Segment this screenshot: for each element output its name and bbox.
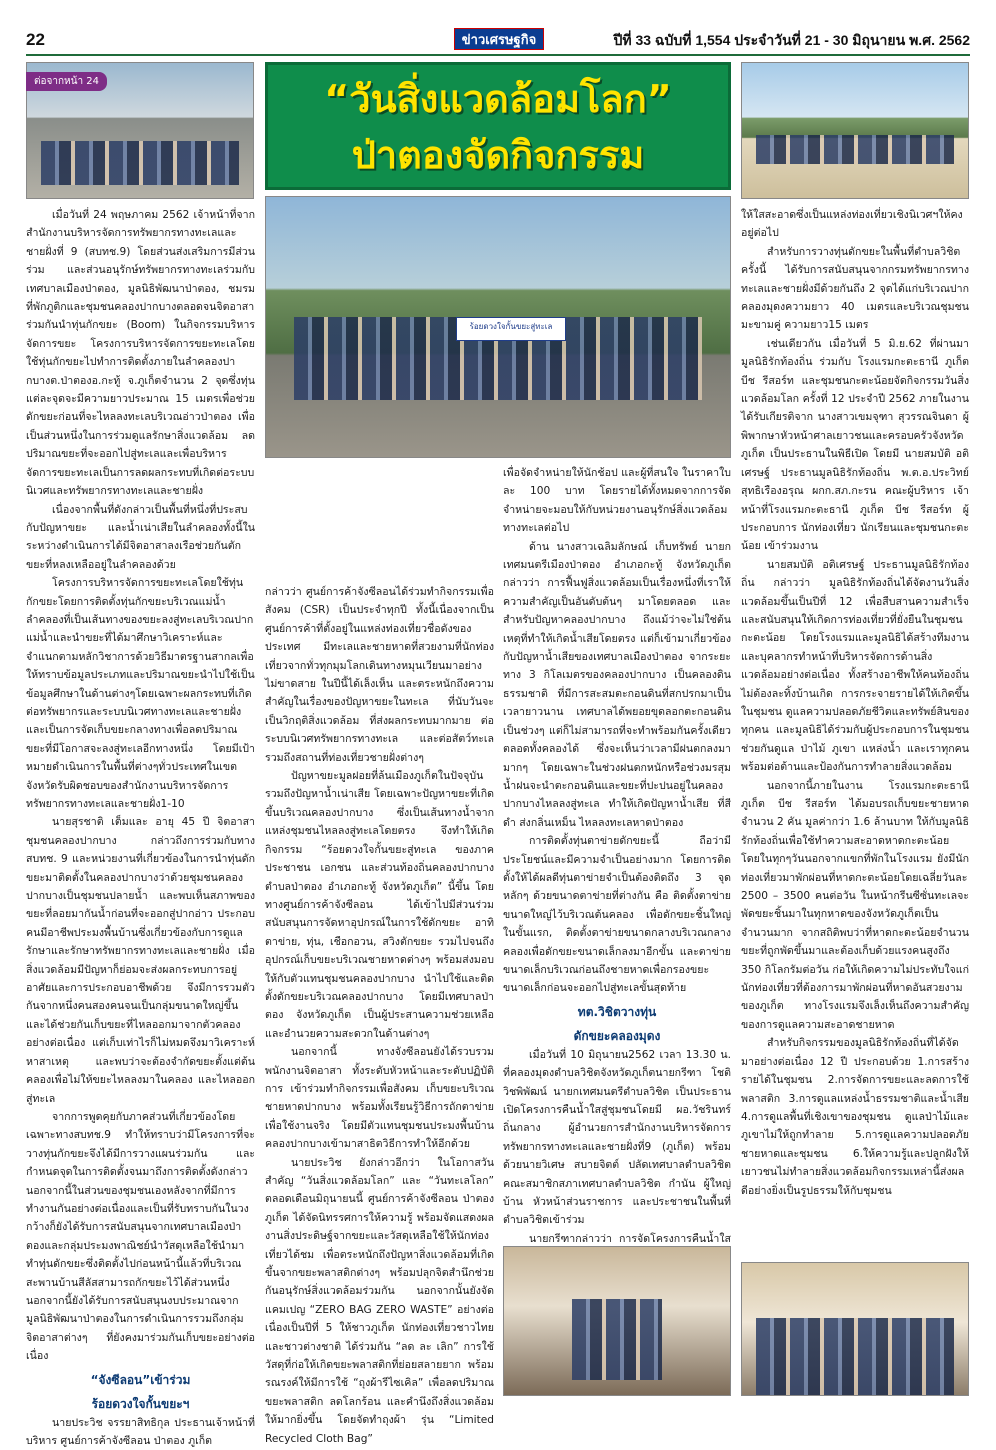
- headline-line-1: “วันสิ่งแวดล้อมโลก”: [324, 77, 672, 121]
- paragraph: เนื่องจากพื้นที่ดังกล่าวเป็นพื้นที่หนึ่งที่ประสบกับปัญหาขยะ และน้ำเน่าเสียในลำคลองทั้งนี้ในระหว่างดำเนินการได้มีจิตอาสาลงเรือช่วยกันตักขยะที่หลงเหลืออยู่ในลำคลองด้วย: [26, 503, 255, 571]
- paragraph: โครงการบริหารจัดการขยะทะเลโดยใช้ทุ่นกักขยะโดยการติดตั้งทุ่นกักขยะบริเวณแม่น้ำลำคลองที่เป็นเส้นทางของขยะลงสู่ทะเลบริเวณปากแม่น้ำและนำขยะที่ได้มาศึกษาวิเคราะห์และจำแนกตามหลักวิชาการด้วยวิธีมาตรฐานสากลเพื่อให้ทราบข้อมูลประเภทและปริมาณขยะนำไปใช้เป็นข้อมูลศึกษาในด้านต่างๆโดยเฉพาะผลกระทบที่เกิดต่อทรัพยากรและระบบนิเวศทางทะเลและชายฝั่งและเป็นการจัดเก็บขยะกลางทางเพื่อลดปริมาณขยะที่มีโอกาสจะลงสู่ทะเลอีกทางหนึ่ง โดยมีเป้าหมายดำเนินการในพื้นที่ต่างๆทั่วประเทศในเขตจังหวัดรับผิดชอบของสำนักงานบริหารจัดการทรัพยากรทางทะเลและชายฝั่ง1-10: [26, 577, 255, 810]
- paragraph: นายสมบัติ อติเศรษฐ์ ประธานมูลนิธิรักท้องถิ่น กล่าวว่า มูลนิธิรักท้องถิ่นได้จัดงานวันสิ่งแวดล้อมขึ้นเป็นปีที่ 12 เพื่อสืบสานความสำเร็จและสนับสนุนให้เกิดการท่องเที่ยวที่ยั่งยืนในชุมชนกะตะน้อย โดยโรงแรมและมูลนิธิได้สร้างทีมงานและบุคลากรทำหน้าที่บริหารจัดการด้านสิ่งแวดล้อมอย่างต่อเนื่อง ทั้งสร้างอาชีพให้คนท้องถิ่นไม่ต้องละทิ้งบ้านเกิด การกระจายรายได้ให้เกิดขึ้นในชุมชน ดูแลความปลอดภัยชีวิตและทรัพย์สินของทุกคน และมูลนิธิได้ร่วมกับผู้ประกอบการในชุมชนช่วยกันดูแล ป่าไม้ ภูเขา แหล่งน้ำ และเราทุกคนพร้อมต่อต้านและป้องกันการทำลายสิ่งแวดล้อม: [741, 558, 969, 774]
- text-column-2: [265, 583, 494, 1445]
- paragraph: นายกรีฑากล่าวว่า การจัดโครงการคืนน้ำใส: [529, 1232, 731, 1245]
- top-right-photo: [741, 62, 969, 199]
- text-column-4: [741, 206, 969, 1291]
- subheading: ร้อยดวงใจกั้นขยะฯ: [91, 1396, 190, 1411]
- paragraph: การติดตั้งทุ่นตาข่ายดักขยะนี้ ถือว่ามีประโยชน์และมีความจำเป็นอย่างมาก โดยการติดตั้งให้ได้ผลดีทุ่นตาข่ายจำเป็นต้องติดถึง 3 จุดหลักๆ ด้วยขนาดตาข่ายที่ต่างกัน คือ ติดตั้งตาข่ายขนาดใหญ่ไว้บริเวณต้นคลอง เพื่อดักขยะชิ้นใหญ่ในขั้นแรก, ติดตั้งตาข่ายขนาดกลางบริเวณกลางคลองเพื่อดักขยะขนาดเล็กลงมาอีกขั้น และตาข่ายขนาดเล็กบริเวณก่อนถึงชายหาดเพื่อกรองขยะขนาดเล็กก่อนจะออกไปสู่ทะเลขั้นสุดท้าย: [503, 835, 731, 995]
- page-header: [26, 30, 970, 56]
- paragraph: นอกจากนี้ภายในงาน โรงแรมกะตะธานี ภูเก็ต บีช รีสอร์ท ได้มอบรถเก็บขยะชายหาดจำนวน 2 คัน มูลค่ากว่า 1.6 ล้านบาท ให้กับมูลนิธิรักท้องถิ่นเพื่อใช้ทำความสะอาดหาดกะตะน้อย โดยในทุกๆวันนอกจากแขกที่พักในโรงแรม ยังมีนักท่องเที่ยวมาพักผ่อนที่หาดกะตะน้อยโดยเฉลี่ยวันละ 2500 – 3500 คนต่อวัน ในหน้ากรีนซีซั่นทะเลจะพัดขยะชิ้นมาในทุกหาดของจังหวัดภูเก็ตเป็นจำนวนมาก จากสถิติพบว่าที่หาดกะตะน้อยจำนวนขยะที่ถูกพัดขึ้นมาและต้องเก็บด้วยแรงคนสูงถึง 350 กิโลกรัมต่อวัน ก่อให้เกิดความไม่ประทับใจแก่นักท่องเที่ยวที่ต้องการมาพักผ่อนที่หาดอันสวยงามของภูเก็ต ทางโรงแรมจึงเล็งเห็นถึงความสำคัญของการดูแลความสะอาดชายหาด: [741, 779, 969, 1031]
- paragraph: ให้ใสสะอาดซึ่งเป็นแหล่งท่องเที่ยวเชิงนิเวศฯให้คงอยู่ต่อไป: [741, 209, 963, 240]
- paragraph: จากการพูดคุยกับภาคส่วนที่เกี่ยวข้องโดยเฉพาะทางสบทช.9 ทำให้ทราบว่ามีโครงการที่จะวางทุ่นกักขยะจึงได้มีการวางแผนร่วมกัน และกำหนดจุดในการติดตั้งจนมาถึงการติดตั้งดังกล่าว นอกจากนี้ในส่วนของชุมชนเองหลังจากที่มีการทำงานกันอย่างต่อเนื่องและเป็นที่รับทราบกันในวงกว้างก็ยังได้รับการสนับสนุนจากเทศบาลเมืองป่าตองและกลุ่มประมงพาณิชย์นำวัสดุเหลือใช้นำมาทำทุ่นดักขยะซึ่งติดตั้งไปก่อนหน้านี้แล้วที่บริเวณสะพานบ้านสีลัสสามารถกักขยะไว้ได้ส่วนหนึ่ง นอกจากนี้ยังได้รับการสนับสนุนงบประมาณจากมูลนิธิพัฒนาป่าตองในการดำเนินการรวมถึงกลุ่มจิตอาสาต่างๆ ที่ยังคงมาร่วมกันเก็บขยะอย่างต่อเนื่อง: [26, 1110, 255, 1363]
- page-number: 22: [26, 30, 45, 49]
- paragraph: นายประวิช ยังกล่าวอีกว่า ในโอกาสวันสำคัญ “วันสิ่งแวดล้อมโลก” และ “วันทะเลโลก” ตลอดเดือนมิถุนายนนี้ ศูนย์การค้าจังซีลอน ป่าตอง ภูเก็ต ได้จัดนิทรรศการให้ความรู้ พร้อมจัดแสดงผลงานสิ่งประดิษฐ์จากขยะและวัสดุเหลือใช้ให้นักท่องเที่ยวได้ชม เพื่อตระหนักถึงปัญหาสิ่งแวดล้อมที่เกิดขึ้นจากขยะพลาสติกต่างๆ พร้อมปลุกจิตสำนึกช่วยกันอนุรักษ์สิ่งแวดล้อมร่วมกัน นอกจากนั้นยังจัดแคมเปญ “ZERO BAG ZERO WASTE” อย่างต่อเนื่องเป็นปีที่ 5 ให้ชาวภูเก็ต นักท่องเที่ยวชาวไทยและชาวต่างชาติ ได้ร่วมกัน “ลด ละ เลิก” การใช้วัสดุที่ก่อให้เกิดขยะพลาสติกที่ย่อยสลายยาก พร้อมรณรงค์ให้มีการใช้ “ถุงผ้ารีไซเคิล” เพื่อลดปริมาณขยะพลาสติก ลดโลกร้อน และคำนึงถึงสิ่งแวดล้อมให้มากยิ่งขึ้น โดยจัดทำถุงผ้า รุ่น “Limited Recycled Cloth Bag”: [265, 1156, 494, 1445]
- issue-line: ปีที่ 33 ฉบับที่ 1,554 ประจำวันที่ 21 - 30 มิถุนายน พ.ศ. 2562: [613, 32, 970, 48]
- paragraph: ด้าน นางสาวเฉลิมลักษณ์ เก็บทรัพย์ นายกเทศมนตรีเมืองป่าตอง อำเภอกะทู้ จังหวัดภูเก็ต กล่าวว่า การฟื้นฟูสิ่งแวดล้อมเป็นเรื่องหนึ่งที่เราให้ความสำคัญเป็นอันดับต้นๆ มาโดยตลอด และสำหรับปัญหาคลองปากบาง ถึงแม้ว่าจะไม่ใช่ต้นเหตุที่ทำให้เกิดน้ำเสียโดยตรง แต่ก็เข้ามาเกี่ยวข้องกับปัญหาน้ำเสียของเทศบาลเมืองป่าตอง จากระยะทาง 3 กิโลเมตรของคลองปากบาง เป็นคลองดินธรรมชาติ ที่มีการสะสมตะกอนดินที่สกปรกมาเป็นเวลายาวนาน เทศบาลได้พยอยขุดลอกตะกอนดินเป็นช่วงๆ แต่ก็ไม่สามารถที่จะทำพร้อมกันครั้งเดียวตลอดทั้งคลองได้ ซึ่งจะเห็นว่าเวลามีฝนตกลงมามากๆ โดยเฉพาะในช่วงฝนตกหนักหรือช่วงมรสุม น้ำฝนจะนำตะกอนดินและขยะที่ปะปนอยู่ในคลองปากบางไหลลงสู่ทะเล ทำให้เกิดปัญหาน้ำเสีย ที่สีดำ ส่งกลิ่นเหม็น ไหลลงทะเลหาดป่าตอง: [503, 540, 731, 829]
- subheading: “จังซีลอน”เข้าร่วม: [90, 1372, 191, 1387]
- subheading: ดักขยะคลองมุดง: [573, 1028, 661, 1043]
- continued-tag: ต่อจากหน้า 24: [26, 72, 107, 91]
- paragraph: เมื่อวันที่ 24 พฤษภาคม 2562 เจ้าหน้าที่จากสำนักงานบริหารจัดการทรัพยากรทางทะเลและชายฝั่งที่ 9 (สบทช.9) โดยส่วนส่งเสริมการมีส่วนร่วม และส่วนอนุรักษ์ทรัพยากรทางทะเลร่วมกับเทศบาลเมืองป่าตอง, มูลนิธิพัฒนาป่าตอง, ชมรมที่พักภูติกและชุมชนคลองปากบางตลอดจนจิตอาสาร่วมกันนำทุ่นกักขยะ (Boom) ในกิจกรรมบริหารจัดการขยะ โครงการบริหารจัดการขยะทะเลโดยใช้ทุ่นกักขยะไปทำการติดตั้งภายในลำคลองปากบางต.ป่าตองอ.กะทู้ จ.ภูเก็ตจำนวน 2 จุดซึ่งทุ่นแต่ละจุดจะมีความยาวประมาณ 15 เมตรเพื่อช่วยดักขยะก่อนที่จะไหลลงทะเลบริเวณอ่าวป่าตอง เพื่อเป็นส่วนหนึ่งในการร่วมดูแลรักษาสิ่งแวดล้อม ลดปริมาณขยะที่จะออกไปสู่ทะเลและเพื่อบริหารจัดการขยะทะเลเป็นการลดผลกระทบที่เกิดต่อระบบนิเวศและทรัพยากรทางทะเลและชายฝั่ง: [26, 209, 255, 498]
- paragraph: นายประวิช จรรยาสิทธิกุล ประธานเจ้าหน้าที่บริหาร ศูนย์การค้าจังซีลอน ป่าตอง ภูเก็ต: [26, 1416, 255, 1447]
- headline-box: [265, 62, 731, 190]
- paragraph: เพื่อจัดจำหน่ายให้นักช้อป และผู้ที่สนใจ ในราคาใบละ 100 บาท โดยรายได้ทั้งหมดจากการจัดจำหน่ายจะมอบให้กับหน่วยงานอนุรักษ์สิ่งแวดล้อมทางทะเลต่อไป: [503, 467, 731, 535]
- text-column-1: [26, 206, 255, 1447]
- paragraph: เช่นเดียวกัน เมื่อวันที่ 5 มิ.ย.62 ที่ผ่านมามูลนิธิรักท้องถิ่น ร่วมกับ โรงแรมกะตะธานี ภูเก็ต บีช รีสอร์ท และชุมชนกะตะน้อยจัดกิจกรรมวันสิ่งแวดล้อมโลก ครั้งที่ 12 ประจำปี 2562 ภายในงานได้รับเกียรติจาก นางสาวเขมจุฑา สุวรรณจินดา ผู้พิพากษาหัวหน้าศาลเยาวชนและครอบครัวจังหวัดภูเก็ต เป็นประธานในพิธีเปิด โดยมี นายสมบัติ อติเศรษฐ์ ประธานมูลนิธิรักท้องถิ่น พ.ต.อ.ประวิทย์ สุทธิเรืองอรุณ ผกก.สภ.กะรน คณะผู้บริหาร เจ้าหน้าที่โรงแรมกะตะธานี ภูเก็ต บีช รีสอร์ท ผู้ประกอบการ นักท่องเที่ยว นักเรียนและชุมชนกะตะน้อย เข้าร่วมงาน: [741, 337, 969, 553]
- headline-line-2: ป่าตองจัดกิจกรรม: [351, 133, 645, 177]
- paragraph: นายสุรชาติ เต็มและ อายุ 45 ปี จิตอาสาชุมชนคลองปากบาง กล่าวถึงการร่วมกับทางสบทช. 9 และหน่วยงานที่เกี่ยวข้องในการนำทุ่นดักขยะมาติดตั้งในคลองปากบางว่าด้วยชุมชนคลองปากบางเป็นชุมชนปลายน้ำ และพบเห็นสภาพของขยะที่ลอยมากันน้ำก่อนที่จะออกสู่ปากอ่าว ประกอบคนมีอาชีพประมงพื้นบ้านซึ่งเกี่ยวข้องกับการดูแลรักษาและรักษาทรัพยากรทางทะเลและชายฝั่ง เมื่อสิ่งแวดล้อมมีปัญหาก็ย่อมจะส่งผลกระทบการอยู่อาศัยและการประกอบอาชีพด้วย จึงมีการรวมตัวกันจากหนึ่งคนสองคนจนเป็นกลุ่มขนาดใหญ่ขึ้นและได้ช่วยกันเก็บขยะที่ไหลออกมาจากตัวคลองอย่างต่อเนื่อง แต่เก็บเท่าไรก็ไม่หมดจึงมาวิเคราะห์หาสาเหตุ และพบว่าจะต้องจำกัดขยะตั้งแต่ต้นคลองเพื่อไม่ให้ขยะไหลลงมาในคลอง และไหลออกสู่ทะเล: [26, 816, 255, 1105]
- text-column-3: [503, 464, 731, 1245]
- paragraph: เมื่อวันที่ 10 มิถุนายน2562 เวลา 13.30 น. ที่คลองมุดงตำบลวิชิตจังหวัดภูเก็ตนายกรีฑา โชติวิชพิพัฒน์ นายกเทศมนตรีตำบลวิชิต เป็นประธานเปิดโครงการคืนน้ำใสสู่ชุมชนโดยมี ผอ.วัชรินทร์ ถิ่นกลาง ผู้อำนวยการสำนักงานบริหารจัดการทรัพยากรทางทะเลและชายฝั่งที่9 (ภูเก็ต) พร้อมด้วยนายวิเศษ สบายจิตต์ ปลัดเทศบาลตำบลวิชิต คณะสมาชิกสภาเทศบาลตำบลวิชิต กำนัน ผู้ใหญ่บ้าน หัวหน้าส่วนราชการ และประชาชนในพื้นที่ตำบลวิชิตเข้าร่วม: [503, 1048, 731, 1227]
- paragraph: สำหรับการวางทุ่นดักขยะในพื้นที่ตำบลวิชิตครั้งนี้ ได้รับการสนับสนุนจากกรมทรัพยากรทางทะเลและชายฝั่งมีด้วยกันถึง 2 จุดได้แก่บริเวณปากคลองมุดงความยาว 40 เมตรและบริเวณชุมชนมะขามคู่ ความยาว15 เมตร: [741, 245, 969, 332]
- paragraph: สำหรับกิจกรรมของมูลนิธิรักท้องถิ่นที่ได้จัดมาอย่างต่อเนื่อง 12 ปี ประกอบด้วย 1.การสร้างรายได้ในชุมชน 2.การจัดการขยะและลดการใช้พลาสติก 3.การดูแลแหล่งน้ำธรรมชาติและน้ำเสีย 4.การดูแลพื้นที่เชิงเขาของชุมชน ดูแลป่าไม้และภูเขาไม่ให้ถูกทำลาย 5.การดูแลความปลอดภัยชายหาดและชุมชน 6.ให้ความรู้และปลูกฝังให้เยาวชนไม่ทำลายสิ่งแวดล้อมกิจกรรมเหล่านี้ส่งผลดีอย่างยิ่งเป็นรูปธรรมให้กับชุมชน: [741, 1037, 969, 1197]
- bottom-middle-photo: [503, 1246, 731, 1396]
- subheading: ทต.วิชิตวางทุ่น: [577, 1004, 657, 1019]
- paragraph: นอกจากนี้ ทางจังซีลอนยังได้รวบรวมพนักงานจิตอาสา ทั้งระดับหัวหน้าและระดับปฏิบัติการ เข้าร่วมทำกิจกรรมเพื่อสังคม เก็บขยะบริเวณชายหาดปากบาง พร้อมทั้งเรียนรู้วิธีการถักตาข่ายเพื่อใช้งานจริง โดยมีตัวแทนชุมชนประมงพื้นบ้านคลองปากบางเข้ามาสาธิตวิธีการทำให้อีกด้วย: [265, 1046, 494, 1151]
- paragraph: กล่าวว่า ศูนย์การค้าจังซีลอนได้ร่วมทำกิจกรรมเพื่อสังคม (CSR) เป็นประจำทุกปี ทั้งนี้เนื่องจากเป็นศูนย์การค้าที่ตั้งอยู่ในแหล่งท่องเที่ยวชื่อดังของประเทศ มีทะเลและชายหาดที่สวยงามที่นักท่องเที่ยวจากทั่วทุกมุมโลกเดินทางหมุนเวียนมาอย่างไม่ขาดสาย ในปีนี้ได้เล็งเห็น และตระหนักถึงความสำคัญในเรื่องของปัญหาขยะในทะเล ที่นับวันจะเป็นวิกฤติสิ่งแวดล้อม ที่ส่งผลกระทบมากมาย ต่อระบบนิเวศทรัพยากรทางทะเล และต่อสัตว์ทะเล รวมถึงสถานที่ท่องเที่ยวชายฝั่งต่างๆ: [265, 586, 494, 764]
- main-photo: [265, 196, 731, 458]
- paragraph: ปัญหาขยะมูลฝอยที่ล้นเมืองภูเก็ตในปัจจุบัน รวมถึงปัญหาน้ำเน่าเสีย โดยเฉพาะปัญหาขยะที่เกิดขึ้นบริเวณคลองปากบาง ซึ่งเป็นเส้นทางน้ำจากแหล่งชุมชนไหลลงสู่ทะเลโดยตรง จึงทำให้เกิดกิจกรรม “ร้อยดวงใจกั้นขยะสู่ทะเล ของภาคประชาชน เอกชน และส่วนท้องถิ่นคลองปากบาง ตำบลป่าตอง อำเภอกะทู้ จังหวัดภูเก็ต” นี้ขึ้น โดยทางศูนย์การค้าจังซีลอน ได้เข้าไปมีส่วนร่วมสนับสนุนการจัดหาอุปกรณ์ในการใช้ดักขยะ อาทิตาข่าย, ทุ่น, เชือกอวน, สวิงตักขยะ รวมไปจนถึงอุปกรณ์เก็บขยะบริเวณชายหาดต่างๆ พร้อมส่งมอบให้กับตัวแทนชุมชนคลองปากบาง นำไปใช้และติดตั้งดักขยะบริเวณคลองปากบาง โดยมีเทศบาลป่าตอง จังหวัดภูเก็ต เป็นผู้ประสานความช่วยเหลือและอำนวยความสะดวกในด้านต่างๆ: [265, 770, 494, 1040]
- bottom-right-photo: [741, 1262, 969, 1396]
- photo-banner: ร้อยดวงใจกั้นขยะสู่ทะเล: [456, 317, 566, 341]
- masthead-logo: ข่าวเศรษฐกิจ: [454, 28, 544, 50]
